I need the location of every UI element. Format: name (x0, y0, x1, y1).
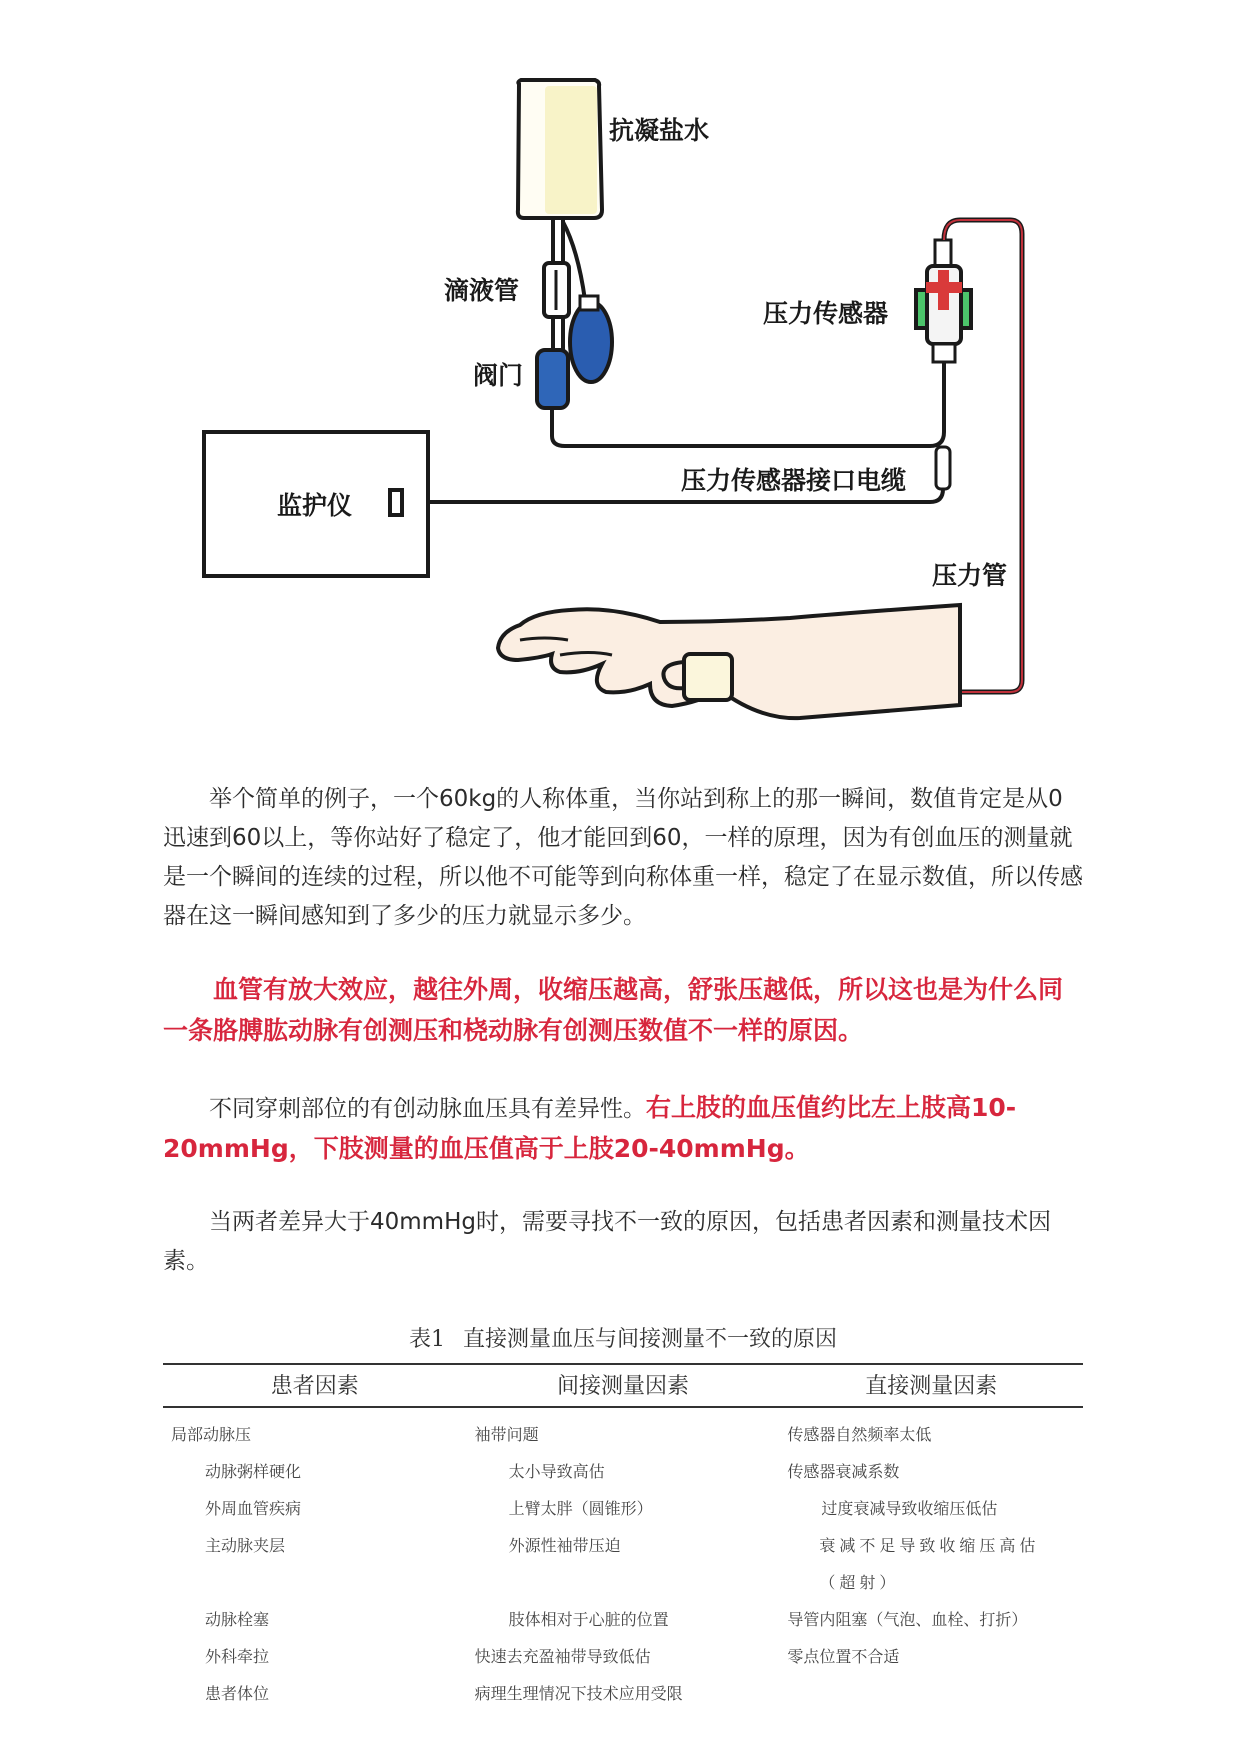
header-patient-factors: 患者因素 (163, 1364, 467, 1407)
table-row (163, 1407, 1083, 1453)
table-row (163, 1601, 1083, 1638)
table-cell: 袖带问题 (474, 1425, 539, 1444)
table-cell: 外周血管疾病 (205, 1499, 302, 1518)
table-row (163, 1490, 1083, 1527)
table-cell: 肢体相对于心脏的位置 (508, 1610, 669, 1629)
valve (537, 350, 568, 420)
table-cell: 局部动脉压 (171, 1425, 252, 1444)
table-cell: 衰减不足导致收缩压高估（超射） (819, 1536, 1040, 1592)
cable-plug (936, 447, 950, 489)
causes-table (163, 1363, 1083, 1712)
table-header-row (163, 1364, 1083, 1407)
table-caption (163, 1322, 1083, 1353)
paragraph-difference-threshold: 当两者差异大于40mmHg时，需要寻找不一致的原因，包括患者因素和测量技术因素。 (163, 1209, 1051, 1274)
paragraph-amplification-effect: 血管有放大效应，越往外周，收缩压越高，舒张压越低，所以这也是为什么同一条胳膊肱动脉有创测压和桡动脉有创测压数值不一样的原因。 (163, 975, 1064, 1045)
drip-chamber (544, 263, 569, 317)
table-cell: 病理生理情况下技术应用受限 (474, 1684, 683, 1703)
saline-bag (518, 80, 602, 228)
table-cell: 动脉粥样硬化 (205, 1462, 302, 1481)
table-title: 直接测量血压与间接测量不一致的原因 (462, 1327, 837, 1352)
table-cell: 传感器自然频率太低 (787, 1425, 932, 1444)
table-cell: 太小导致高估 (508, 1462, 605, 1481)
table-cell: 主动脉夹层 (205, 1536, 286, 1555)
table-cell: 上臂太胖（圆锥形） (508, 1499, 653, 1518)
flush-bulb (570, 296, 612, 382)
table-cell: 动脉栓塞 (205, 1610, 270, 1629)
table-row (163, 1638, 1083, 1675)
label-valve: 阀门 (473, 361, 524, 390)
paragraph-weight-example: 举个简单的例子，一个60kg的人称体重，当你站到称上的那一瞬间，数值肯定是从0迅速到60以上，等你站好了稳定了，他才能回到60，一样的原理，因为有创血压的测量就是一个瞬间的连续的过程，所以他不可能等到向称体重一样，稳定了在显示数值，所以传感器在这一瞬间感知到了多少的压力就显示多少。 (163, 786, 1083, 929)
puncture-site-text: 不同穿刺部位的有创动脉血压具有差异性。 (209, 1096, 646, 1122)
table-cell: 导管内阻塞（气泡、血栓、打折） (787, 1610, 1028, 1629)
table-cell: 外源性袖带压迫 (508, 1536, 621, 1555)
table-row (163, 1453, 1083, 1490)
label-saline: 抗凝盐水 (609, 116, 710, 145)
pressure-sensor (916, 240, 971, 362)
header-direct-factors: 直接测量因素 (779, 1364, 1083, 1407)
puncture-site-highlight: 右上肢的血压值约比左上肢高10-20mmHg，下肢测量的血压值高于上肢20-40mmHg。 (163, 1093, 1017, 1163)
label-pressure-tube: 压力管 (932, 561, 1008, 590)
table-cell (779, 1675, 1083, 1712)
table-row (163, 1527, 1083, 1601)
table-number: 表1 (408, 1327, 445, 1352)
label-pressure-sensor: 压力传感器 (763, 299, 889, 328)
saline-fill (545, 86, 597, 214)
paragraph-puncture-site (163, 1088, 1083, 1170)
table-cell: 外科牵拉 (205, 1647, 270, 1666)
label-drip-tube: 滴液管 (444, 276, 520, 305)
label-monitor: 监护仪 (277, 491, 353, 520)
arm (498, 605, 960, 718)
table-cell: 快速去充盈袖带导致低估 (474, 1647, 651, 1666)
table-cell: 零点位置不合适 (787, 1647, 900, 1666)
table-cell: 过度衰减导致收缩压低估 (821, 1499, 998, 1518)
table-row (163, 1675, 1083, 1712)
table-cell: 传感器衰减系数 (787, 1462, 900, 1481)
header-indirect-factors: 间接测量因素 (467, 1364, 780, 1407)
arterial-line-diagram (0, 0, 1240, 760)
label-sensor-cable: 压力传感器接口电缆 (681, 466, 907, 495)
table-cell: 患者体位 (205, 1684, 270, 1703)
causes-table-section (163, 1322, 1083, 1712)
